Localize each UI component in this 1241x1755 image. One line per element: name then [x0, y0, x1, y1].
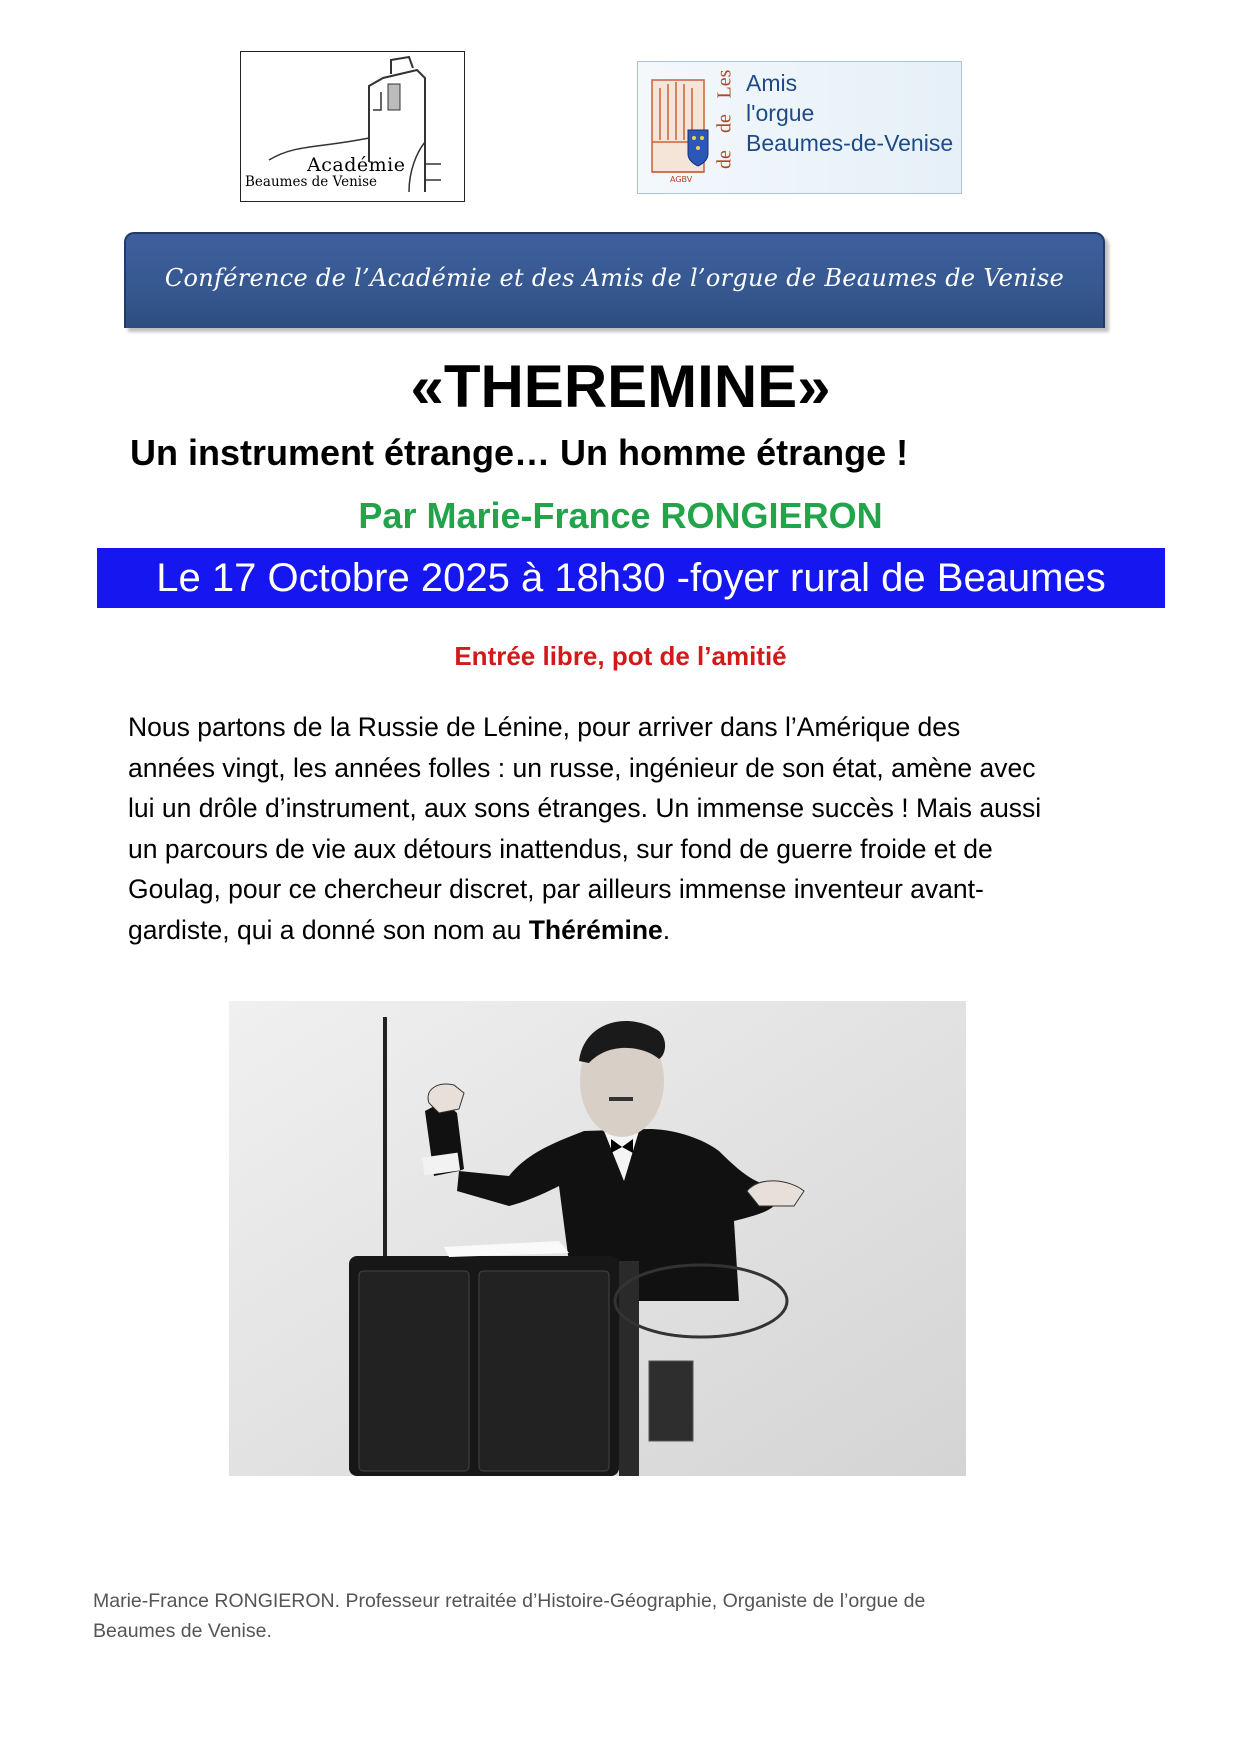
amis-vertical-words: [712, 66, 738, 190]
event-entry-info: Entrée libre, pot de l’amitié: [454, 641, 787, 671]
event-description: [128, 707, 1178, 950]
banner-text: Conférence de l’Académie et des Amis de l’orgue de Beaumes de Venise: [164, 264, 1065, 292]
amis-orgue-logo: [637, 61, 962, 194]
academie-logo-title: Académie: [307, 154, 406, 176]
description-last-prefix: gardiste, qui a donné son nom au: [128, 914, 529, 945]
description-line: années vingt, les années folles : un russe, ingénieur de son état, amène avec: [128, 752, 1036, 783]
amis-logo-line: Beaumes-de-Venise: [746, 130, 954, 156]
amis-logo-line: Amis: [746, 70, 798, 96]
description-last-suffix: .: [662, 914, 671, 945]
description-line: un parcours de vie aux détours inattendus, sur fond de guerre froide et de: [128, 833, 993, 864]
amis-logo-line: l'orgue: [746, 100, 815, 126]
event-author: Par Marie-France RONGIERON: [358, 495, 883, 536]
event-subtitle: Un instrument étrange… Un homme étrange !: [130, 432, 909, 473]
theremin-photo: [229, 1001, 966, 1476]
author-caption: [93, 1586, 1093, 1646]
amis-logo-text: [746, 68, 953, 158]
theremin-player-image: [229, 1001, 966, 1476]
organ-emblem-icon: [646, 70, 714, 186]
academie-logo-subtitle: Beaumes de Venise: [245, 174, 378, 190]
vertical-word: de: [713, 114, 736, 133]
vertical-word: de: [713, 150, 736, 169]
academie-logo: [240, 51, 465, 202]
emblem-label: AGBV: [670, 175, 693, 184]
description-line: Nous partons de la Russie de Lénine, pour arriver dans l’Amérique des: [128, 712, 961, 742]
conference-banner: [124, 232, 1105, 328]
description-last-bold: Thérémine: [528, 914, 663, 945]
event-date-location: Le 17 Octobre 2025 à 18h30 -foyer rural de Beaumes: [97, 548, 1165, 608]
description-line: Goulag, pour ce chercheur discret, par ailleurs immense inventeur avant-: [128, 874, 984, 904]
caption-line: Marie-France RONGIERON. Professeur retraitée d’Histoire-Géographie, Organiste de l’orgue de: [93, 1590, 926, 1612]
caption-line: Beaumes de Venise.: [93, 1620, 272, 1642]
description-line-last: [128, 910, 1178, 951]
event-title: «THEREMINE»: [410, 353, 831, 420]
vertical-word: Les: [713, 69, 736, 99]
description-line: lui un drôle d’instrument, aux sons étranges. Un immense succès ! Mais aussi: [128, 793, 1042, 823]
